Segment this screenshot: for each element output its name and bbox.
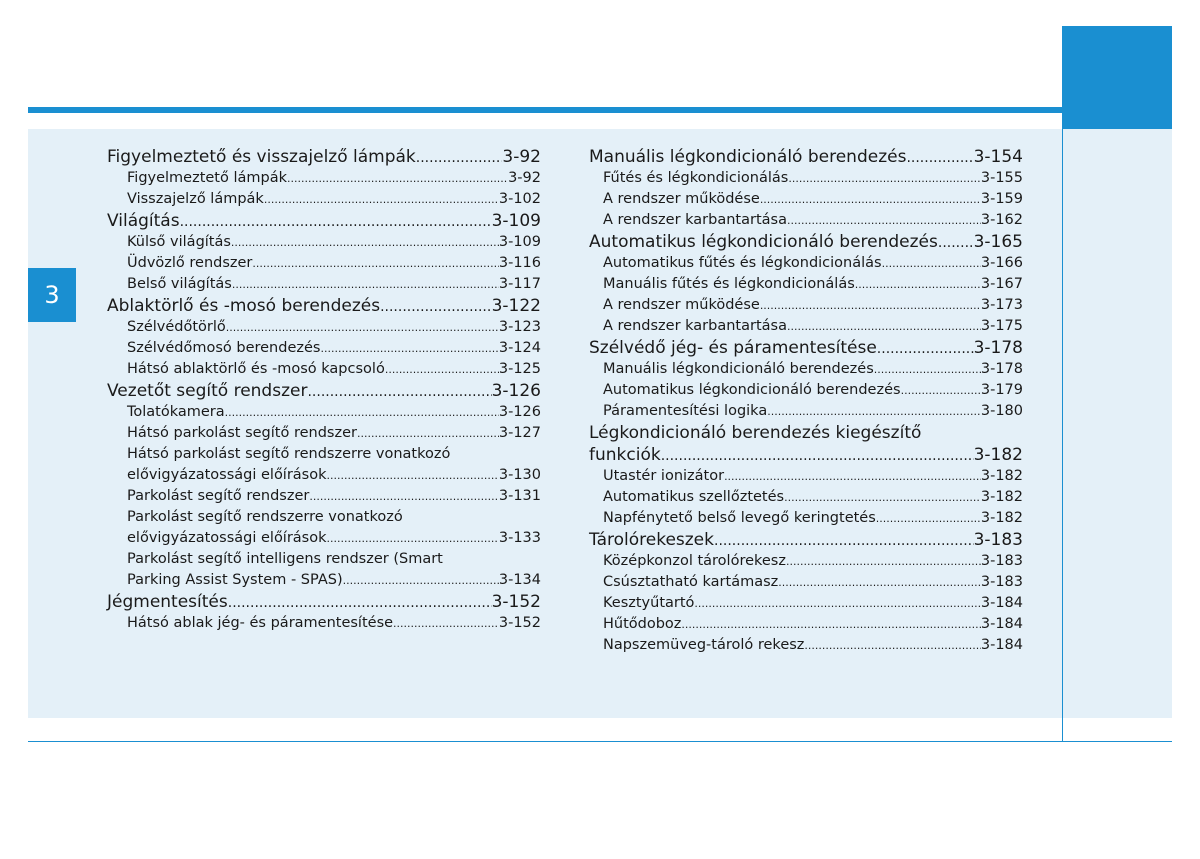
toc-subsection-entry[interactable] <box>589 380 1023 401</box>
toc-page-number: 3-92 <box>508 170 541 186</box>
toc-subsection-entry[interactable] <box>107 274 541 295</box>
toc-entry-title: Parking Assist System - SPAS) <box>127 572 343 588</box>
toc-subsection-entry[interactable] <box>107 338 541 359</box>
toc-subsection-entry[interactable] <box>107 253 541 274</box>
toc-section-entry[interactable] <box>107 146 541 168</box>
toc-subsection-entry[interactable] <box>589 295 1023 316</box>
toc-subsection-entry[interactable] <box>107 465 541 486</box>
dot-leader <box>228 592 492 614</box>
toc-page-number: 3-127 <box>498 425 541 441</box>
toc-entry-title: Manuális fűtés és légkondicionálás <box>603 276 855 292</box>
dot-leader <box>180 211 492 233</box>
toc-entry-title: Üdvözlő rendszer <box>127 255 253 271</box>
margin-panel <box>1063 129 1172 718</box>
dot-leader <box>874 359 981 380</box>
toc-page-number: 3-116 <box>498 255 541 271</box>
dot-leader <box>661 445 974 467</box>
toc-subsection-entry[interactable] <box>107 317 541 338</box>
toc-right-column <box>589 146 1023 656</box>
dot-leader <box>906 147 973 169</box>
toc-page-number: 3-179 <box>980 382 1023 398</box>
dot-leader <box>760 295 981 316</box>
dot-leader <box>778 572 981 593</box>
dot-leader <box>787 210 981 231</box>
toc-subsection-entry[interactable] <box>107 189 541 210</box>
toc-page-number: 3-180 <box>980 403 1023 419</box>
toc-entry-title: Középkonzol tárolórekesz <box>603 553 786 569</box>
toc-page-number: 3-122 <box>491 296 541 316</box>
toc-page-number: 3-159 <box>980 191 1023 207</box>
dot-leader <box>784 487 981 508</box>
toc-entry-title: Csúsztatható kartámasz <box>603 574 779 590</box>
toc-page-number: 3-183 <box>980 553 1023 569</box>
toc-entry-title: Hátsó ablak jég- és páramentesítése <box>127 615 394 631</box>
toc-entry-title: Automatikus légkondicionáló berendezés <box>603 382 901 398</box>
toc-page-number: 3-183 <box>973 530 1023 550</box>
toc-page-number: 3-178 <box>973 338 1023 358</box>
dot-leader <box>787 316 981 337</box>
toc-subsection-entry[interactable] <box>589 274 1023 295</box>
toc-entry-title: Kesztyűtartó <box>603 595 695 611</box>
footer-rule <box>28 741 1172 742</box>
dot-leader <box>714 530 974 552</box>
toc-subsection-entry[interactable] <box>589 635 1023 656</box>
toc-page-number: 3-126 <box>491 381 541 401</box>
toc-entry-title: elővigyázatossági előírások <box>127 530 327 546</box>
dot-leader <box>307 381 491 403</box>
toc-page-number: 3-182 <box>980 468 1023 484</box>
toc-section-entry[interactable] <box>589 146 1023 168</box>
toc-entry-title: A rendszer karbantartása <box>603 212 787 228</box>
toc-page-number: 3-125 <box>498 361 541 377</box>
toc-section-entry[interactable] <box>107 591 541 613</box>
toc-subsection-entry[interactable] <box>589 401 1023 422</box>
toc-subsection-entry[interactable] <box>589 508 1023 529</box>
toc-entry-line[interactable]: Hátsó parkolást segítő rendszerre vonatkozó <box>127 446 451 462</box>
toc-page-number: 3-126 <box>498 404 541 420</box>
dot-leader <box>385 359 499 380</box>
toc-subsection-entry[interactable] <box>107 232 541 253</box>
toc-page-number: 3-109 <box>491 211 541 231</box>
dot-leader <box>231 232 499 253</box>
toc-subsection-entry[interactable] <box>107 402 541 423</box>
dot-leader <box>938 232 974 254</box>
toc-subsection-entry[interactable] <box>589 210 1023 231</box>
toc-page-number: 3-165 <box>973 232 1023 252</box>
dot-leader <box>416 147 503 169</box>
toc-page-number: 3-117 <box>498 276 541 292</box>
toc-entry-title: Napfénytető belső levegő keringtetés <box>603 510 876 526</box>
toc-page-number: 3-102 <box>498 191 541 207</box>
toc-subsection-entry[interactable] <box>589 168 1023 189</box>
dot-leader <box>694 593 980 614</box>
toc-page-number: 3-155 <box>980 170 1023 186</box>
toc-entry-title: elővigyázatossági előírások <box>127 467 327 483</box>
toc-subsection-entry[interactable] <box>107 613 541 634</box>
toc-subsection-entry[interactable] <box>107 168 541 189</box>
dot-leader <box>264 189 499 210</box>
toc-page-number: 3-184 <box>980 595 1023 611</box>
toc-entry-title: Hátsó ablaktörlő és -mosó kapcsoló <box>127 361 385 377</box>
toc-subsection-entry[interactable] <box>107 570 541 591</box>
toc-page-number: 3-162 <box>980 212 1023 228</box>
toc-page-number: 3-133 <box>498 530 541 546</box>
toc-entry-title: Automatikus fűtés és légkondicionálás <box>603 255 882 271</box>
toc-section-entry[interactable] <box>107 295 541 317</box>
dot-leader <box>855 274 981 295</box>
toc-entry-title: Manuális légkondicionáló berendezés <box>603 361 874 377</box>
dot-leader <box>788 168 981 189</box>
header-rule <box>28 107 1062 113</box>
toc-entry-title: Tolatókamera <box>127 404 225 420</box>
toc-page-number: 3-175 <box>980 318 1023 334</box>
dot-leader <box>252 253 498 274</box>
toc-entry-title: Szélvédőmosó berendezés <box>127 340 321 356</box>
dot-leader <box>232 274 499 295</box>
toc-entry-title: A rendszer működése <box>603 191 760 207</box>
dot-leader <box>287 168 508 189</box>
toc-subsection-entry[interactable] <box>589 316 1023 337</box>
dot-leader <box>901 380 981 401</box>
toc-section-entry[interactable] <box>589 337 1023 359</box>
toc-page-number: 3-134 <box>498 572 541 588</box>
toc-entry-title: Belső világítás <box>127 276 232 292</box>
dot-leader <box>786 551 981 572</box>
toc-entry-title: Szélvédő jég- és páramentesítése <box>589 338 877 358</box>
toc-section-entry[interactable] <box>589 529 1023 551</box>
toc-entry-title: Parkolást segítő rendszer <box>127 488 310 504</box>
toc-entry-title: Figyelmeztető lámpák <box>127 170 288 186</box>
toc-entry-line[interactable]: Légkondicionáló berendezés kiegészítő <box>589 423 922 443</box>
toc-page-number: 3-182 <box>980 489 1023 505</box>
toc-subsection-entry[interactable] <box>589 593 1023 614</box>
toc-entry-title: Manuális légkondicionáló berendezés <box>589 147 907 167</box>
toc-entry-title: Hűtődoboz <box>603 616 682 632</box>
dot-leader <box>804 635 980 656</box>
corner-tab-block <box>1062 26 1172 129</box>
toc-entry-title: A rendszer karbantartása <box>603 318 787 334</box>
toc-page-number: 3-124 <box>498 340 541 356</box>
dot-leader <box>327 465 499 486</box>
toc-entry-title: Világítás <box>107 211 180 231</box>
toc-page-number: 3-154 <box>973 147 1023 167</box>
toc-entry-title: Utastér ionizátor <box>603 468 725 484</box>
toc-page-number: 3-167 <box>980 276 1023 292</box>
toc-page-number: 3-131 <box>498 488 541 504</box>
toc-page-number: 3-178 <box>980 361 1023 377</box>
toc-section-entry[interactable] <box>107 210 541 232</box>
toc-entry-line[interactable]: Parkolást segítő intelligens rendszer (Smart <box>127 551 443 567</box>
toc-entry-title: Páramentesítési logika <box>603 403 768 419</box>
dot-leader <box>327 528 499 549</box>
toc-entry-title: Napszemüveg-tároló rekesz <box>603 637 805 653</box>
toc-entry-title: Visszajelző lámpák <box>127 191 264 207</box>
dot-leader <box>320 338 498 359</box>
chapter-tab[interactable]: 3 <box>28 268 76 322</box>
dot-leader <box>343 570 499 591</box>
toc-page-number: 3-182 <box>980 510 1023 526</box>
toc-entry-title: Figyelmeztető és visszajelző lámpák <box>107 147 416 167</box>
dot-leader <box>380 296 492 318</box>
toc-entry-line[interactable]: Parkolást segítő rendszerre vonatkozó <box>127 509 403 525</box>
toc-entry-title: A rendszer működése <box>603 297 760 313</box>
dot-leader <box>876 508 981 529</box>
toc-page-number: 3-109 <box>498 234 541 250</box>
toc-subsection-entry[interactable] <box>589 551 1023 572</box>
dot-leader <box>681 614 980 635</box>
toc-page-number: 3-123 <box>498 319 541 335</box>
toc-subsection-entry[interactable] <box>107 359 541 380</box>
toc-entry-title: Jégmentesítés <box>107 592 228 612</box>
dot-leader <box>877 338 974 360</box>
toc-entry-title: Tárolórekeszek <box>589 530 714 550</box>
toc-page-number: 3-152 <box>491 592 541 612</box>
toc-subsection-entry[interactable] <box>589 253 1023 274</box>
dot-leader <box>226 317 499 338</box>
toc-section-entry[interactable] <box>589 444 1023 466</box>
toc-left-column <box>107 146 541 634</box>
toc-page-number: 3-130 <box>498 467 541 483</box>
toc-entry-title: Automatikus szellőztetés <box>603 489 785 505</box>
toc-entry-title: funkciók <box>589 445 661 465</box>
toc-section-entry[interactable] <box>589 231 1023 253</box>
toc-entry-title: Fűtés és légkondicionálás <box>603 170 789 186</box>
dot-leader <box>393 613 499 634</box>
toc-subsection-entry[interactable] <box>589 189 1023 210</box>
toc-section-entry[interactable] <box>107 380 541 402</box>
toc-page-number: 3-184 <box>980 637 1023 653</box>
toc-subsection-entry[interactable] <box>589 359 1023 380</box>
toc-page-number: 3-184 <box>980 616 1023 632</box>
toc-page-number: 3-166 <box>980 255 1023 271</box>
dot-leader <box>882 253 981 274</box>
dot-leader <box>309 486 499 507</box>
toc-page-number: 3-92 <box>502 147 541 167</box>
toc-subsection-entry[interactable] <box>589 466 1023 487</box>
toc-subsection-entry[interactable] <box>589 487 1023 508</box>
toc-page-number: 3-182 <box>973 445 1023 465</box>
dot-leader <box>357 423 499 444</box>
dot-leader <box>767 401 981 422</box>
toc-entry-title: Külső világítás <box>127 234 231 250</box>
toc-entry-title: Hátsó parkolást segítő rendszer <box>127 425 357 441</box>
dot-leader <box>225 402 499 423</box>
toc-subsection-entry[interactable] <box>107 423 541 444</box>
toc-page-number: 3-173 <box>980 297 1023 313</box>
toc-entry-title: Ablaktörlő és -mosó berendezés <box>107 296 381 316</box>
toc-subsection-entry[interactable] <box>589 614 1023 635</box>
dot-leader <box>760 189 981 210</box>
toc-page-number: 3-152 <box>498 615 541 631</box>
toc-entry-title: Automatikus légkondicionáló berendezés <box>589 232 938 252</box>
toc-page-number: 3-183 <box>980 574 1023 590</box>
toc-subsection-entry[interactable] <box>107 486 541 507</box>
toc-entry-title: Szélvédőtörlő <box>127 319 226 335</box>
toc-subsection-entry[interactable] <box>589 572 1023 593</box>
toc-entry-title: Vezetőt segítő rendszer <box>107 381 308 401</box>
dot-leader <box>724 466 981 487</box>
toc-subsection-entry[interactable] <box>107 528 541 549</box>
